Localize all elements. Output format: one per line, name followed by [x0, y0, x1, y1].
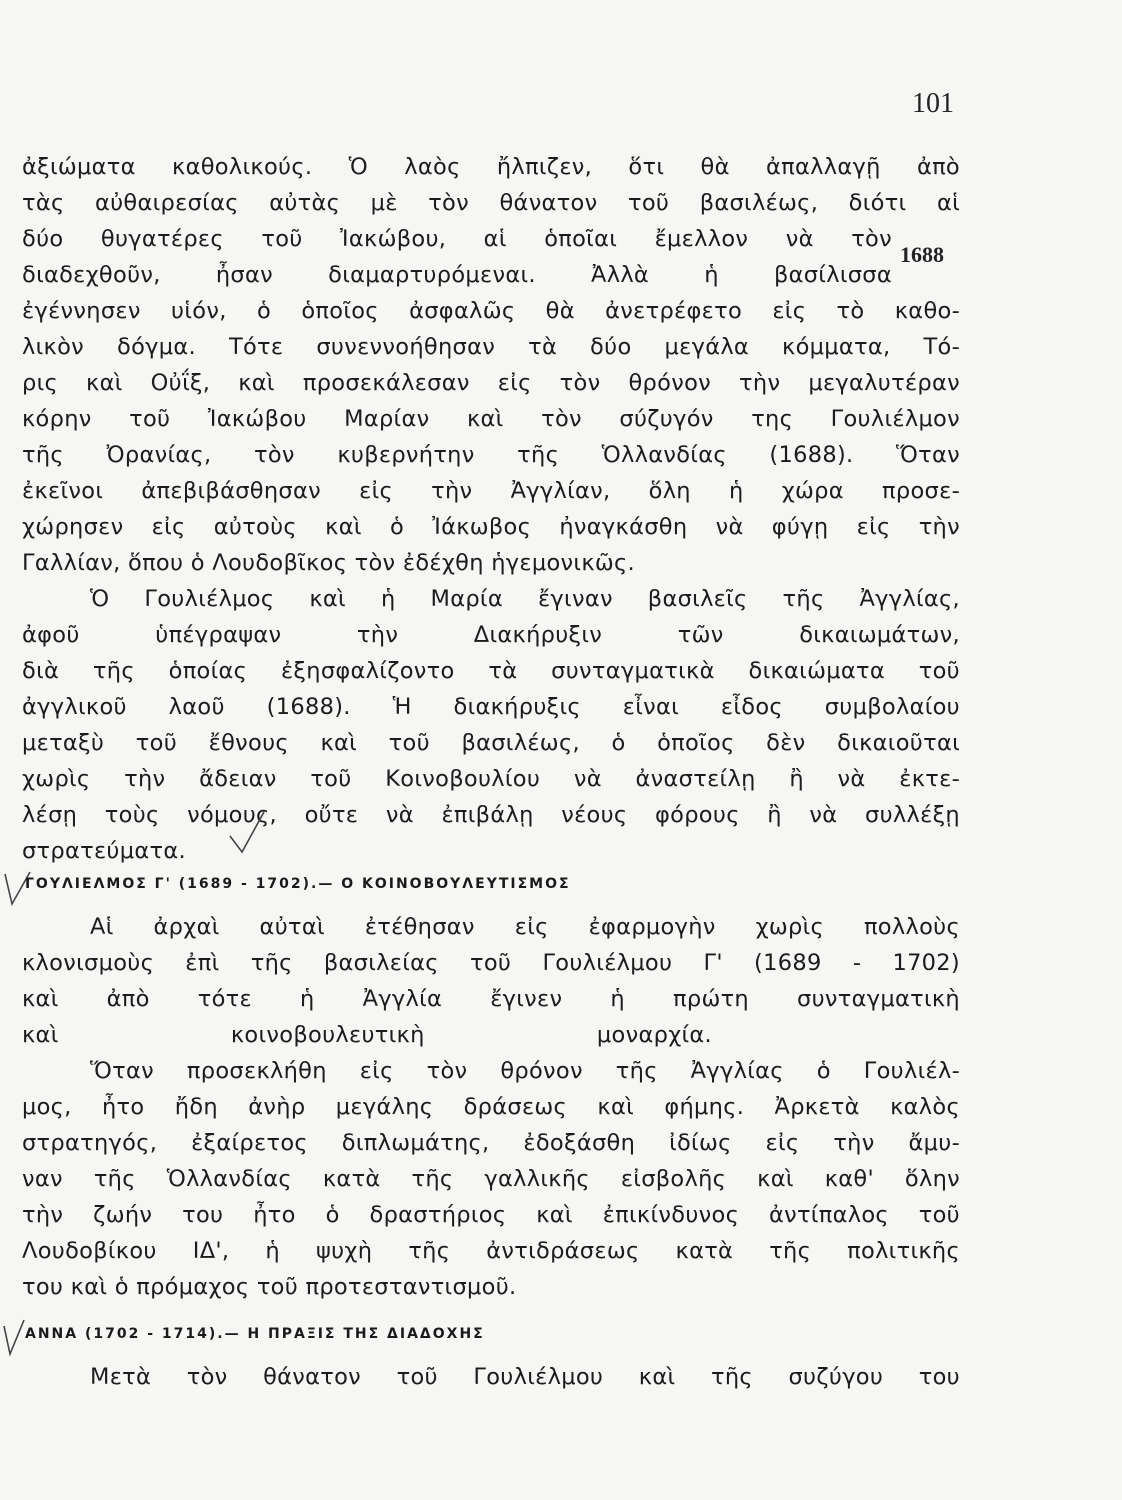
- text-line: ἐκεῖνοι ἀπεβιβάσθησαν εἰς τὴν Ἀγγλίαν, ὅλη ἡ χώρα προσε-: [22, 478, 960, 504]
- text-line: δύο θυγατέρες τοῦ Ἰακώβου, αἱ ὁποῖαι ἔμελλον νὰ τὸν: [22, 226, 892, 252]
- margin-year-note: 1688: [900, 242, 944, 267]
- text-line: ναν τῆς Ὁλλανδίας κατὰ τῆς γαλλικῆς εἰσβολῆς καὶ καθ' ὅλην: [22, 1166, 960, 1192]
- text-line: ἀφοῦ ὑπέγραψαν τὴν Διακήρυξιν τῶν δικαιωμάτων,: [22, 622, 960, 648]
- text-line: Ὁ Γουλιέλμος καὶ ἡ Μαρία ἔγιναν βασιλεῖς τῆς Ἀγγλίας,: [90, 586, 960, 612]
- text-line: Γαλλίαν, ὅπου ὁ Λουδοβῖκος τὸν ἐδέχθη ἡγεμονικῶς.: [22, 550, 636, 576]
- section-heading: ΓΟΥΛΙΕΛΜΟΣ Γ' (1689 - 1702).— Ο ΚΟΙΝΟΒΟΥΛΕΥΤΙΣΜΟΣ: [25, 876, 571, 892]
- text-line: ρις καὶ Οὐΐξ, καὶ προσεκάλεσαν εἰς τὸν θρόνον τὴν μεγαλυτέραν: [22, 370, 960, 396]
- text-line: χωρὶς τὴν ἄδειαν τοῦ Κοινοβουλίου νὰ ἀναστείλῃ ἢ νὰ ἐκτε-: [22, 766, 960, 792]
- text-line: ἀξιώματα καθολικούς. Ὁ λαὸς ἤλπιζεν, ὅτι θὰ ἀπαλλαγῇ ἀπὸ: [22, 154, 960, 180]
- text-line: στρατηγός, ἐξαίρετος διπλωμάτης, ἐδοξάσθη ἰδίως εἰς τὴν ἄμυ-: [22, 1130, 960, 1156]
- section-heading: ΑΝΝΑ (1702 - 1714).— Η ΠΡΑΞΙΣ ΤΗΣ ΔΙΑΔΟΧΗΣ: [25, 1326, 485, 1342]
- text-line: τῆς Ὀρανίας, τὸν κυβερνήτην τῆς Ὁλλανδίας (1688). Ὅταν: [22, 442, 960, 468]
- text-line: του καὶ ὁ πρόμαχος τοῦ προτεσταντισμοῦ.: [22, 1274, 517, 1300]
- text-line: Λουδοβίκου ΙΔ', ἡ ψυχὴ τῆς ἀντιδράσεως κατὰ τῆς πολιτικῆς: [22, 1238, 960, 1264]
- text-line: μεταξὺ τοῦ ἔθνους καὶ τοῦ βασιλέως, ὁ ὁποῖος δὲν δικαιοῦται: [22, 730, 960, 756]
- text-line: τὴν ζωήν του ἦτο ὁ δραστήριος καὶ ἐπικίνδυνος ἀντίπαλος τοῦ: [22, 1202, 960, 1228]
- text-line: μος, ἦτο ἤδη ἀνὴρ μεγάλης δράσεως καὶ φήμης. Ἀρκετὰ καλὸς: [22, 1094, 960, 1120]
- text-line: Ὅταν προσεκλήθη εἰς τὸν θρόνον τῆς Ἀγγλίας ὁ Γουλιέλ-: [90, 1058, 960, 1084]
- text-line: ἐγέννησεν υἱόν, ὁ ὁποῖος ἀσφαλῶς θὰ ἀνετρέφετο εἰς τὸ καθο-: [22, 298, 960, 324]
- text-line: Μετὰ τὸν θάνατον τοῦ Γουλιέλμου καὶ τῆς συζύγου του: [90, 1364, 960, 1390]
- text-line: κλονισμοὺς ἐπὶ τῆς βασιλείας τοῦ Γουλιέλμου Γ' (1689 - 1702): [22, 950, 960, 976]
- text-line: Αἱ ἀρχαὶ αὐταὶ ἐτέθησαν εἰς ἐφαρμογὴν χωρὶς πολλοὺς: [90, 914, 960, 940]
- text-line: χώρησεν εἰς αὐτοὺς καὶ ὁ Ἰάκωβος ἠναγκάσθη νὰ φύγῃ εἰς τὴν: [22, 514, 960, 540]
- check-mark-icon: [2, 1318, 26, 1358]
- text-line: διαδεχθοῦν, ἦσαν διαμαρτυρόμεναι. Ἀλλὰ ἡ βασίλισσα: [22, 262, 892, 288]
- text-line: στρατεύματα.: [22, 838, 186, 864]
- text-line: τὰς αὐθαιρεσίας αὐτὰς μὲ τὸν θάνατον τοῦ βασιλέως, διότι αἱ: [22, 190, 960, 216]
- text-line: διὰ τῆς ὁποίας ἐξησφαλίζοντο τὰ συνταγματικὰ δικαιώματα τοῦ: [22, 658, 960, 684]
- text-line: λέσῃ τοὺς νόμους, οὔτε νὰ ἐπιβάλῃ νέους φόρους ἢ νὰ συλλέξῃ: [22, 802, 960, 828]
- text-line: λικὸν δόγμα. Τότε συνεννοήθησαν τὰ δύο μεγάλα κόμματα, Τό-: [22, 334, 960, 360]
- text-line: ἀγγλικοῦ λαοῦ (1688). Ἡ διακήρυξις εἶναι εἶδος συμβολαίου: [22, 694, 960, 720]
- text-line: καὶ κοινοβουλευτικὴ μοναρχία.: [22, 1022, 712, 1048]
- page-number: 101: [912, 88, 954, 119]
- text-line: κόρην τοῦ Ἰακώβου Μαρίαν καὶ τὸν σύζυγόν της Γουλιέλμον: [22, 406, 960, 432]
- check-mark-icon: [226, 808, 268, 856]
- text-line: καὶ ἀπὸ τότε ἡ Ἀγγλία ἔγινεν ἡ πρώτη συνταγματικὴ: [22, 986, 960, 1012]
